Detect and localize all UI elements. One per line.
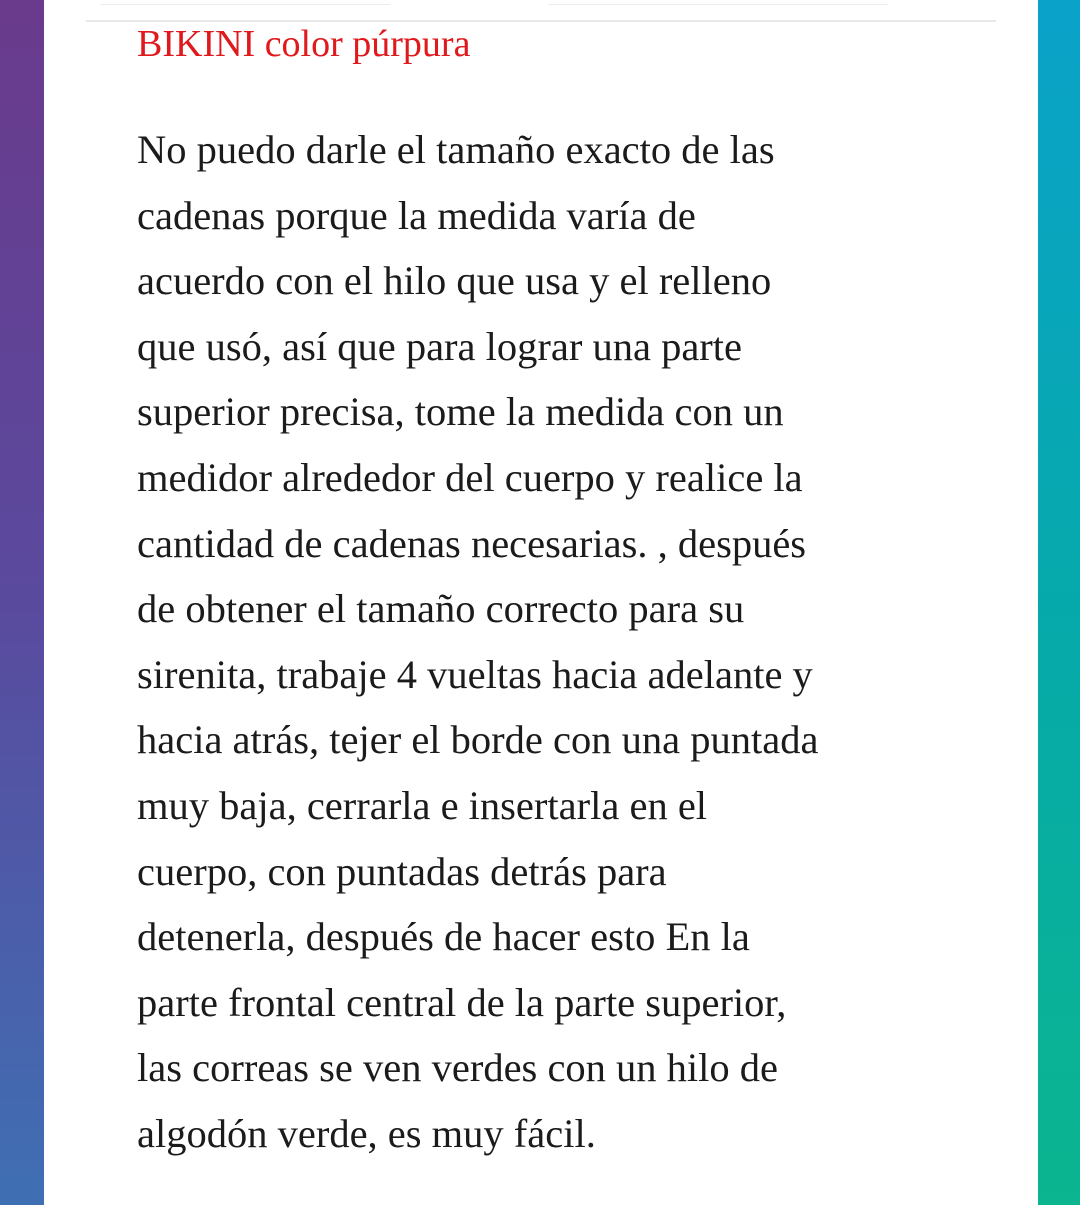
paragraph-line: hacia atrás, tejer el borde con una puntada [137, 717, 819, 763]
paragraph-line: muy baja, cerrarla e insertarla en el [137, 782, 708, 828]
right-gradient-border [1038, 0, 1080, 1205]
paragraph-line: de obtener el tamaño correcto para su [137, 586, 745, 632]
article-page [44, 0, 1038, 1205]
paragraph-line: sirenita, trabaje 4 vueltas hacia adelante y [137, 651, 813, 697]
paragraph-line: cuerpo, con puntadas detrás para [137, 848, 667, 894]
paragraph-line: acuerdo con el hilo que usa y el relleno [137, 258, 772, 304]
paragraph-line: parte frontal central de la parte superior, [137, 979, 787, 1025]
paragraph-line: cadenas porque la medida varía de [137, 192, 696, 238]
paragraph-line: No puedo darle el tamaño exacto de las [137, 127, 775, 172]
top-divider-left [100, 4, 390, 5]
article-paragraph [137, 117, 818, 1167]
paragraph-line: algodón verde, es muy fácil. [137, 1110, 596, 1156]
paragraph-line: cantidad de cadenas necesarias. , después [137, 520, 807, 566]
paragraph-line: detenerla, después de hacer esto En la [137, 914, 750, 960]
paragraph-line: medidor alrededor del cuerpo y realice la [137, 454, 803, 500]
paragraph-line: las correas se ven verdes con un hilo de [137, 1045, 779, 1091]
top-divider-right [548, 4, 888, 5]
section-heading: BIKINI color púrpura [137, 23, 471, 65]
left-gradient-border [0, 0, 44, 1205]
paragraph-line: superior precisa, tome la medida con un [137, 389, 784, 435]
paragraph-line: que usó, así que para lograr una parte [137, 323, 743, 369]
